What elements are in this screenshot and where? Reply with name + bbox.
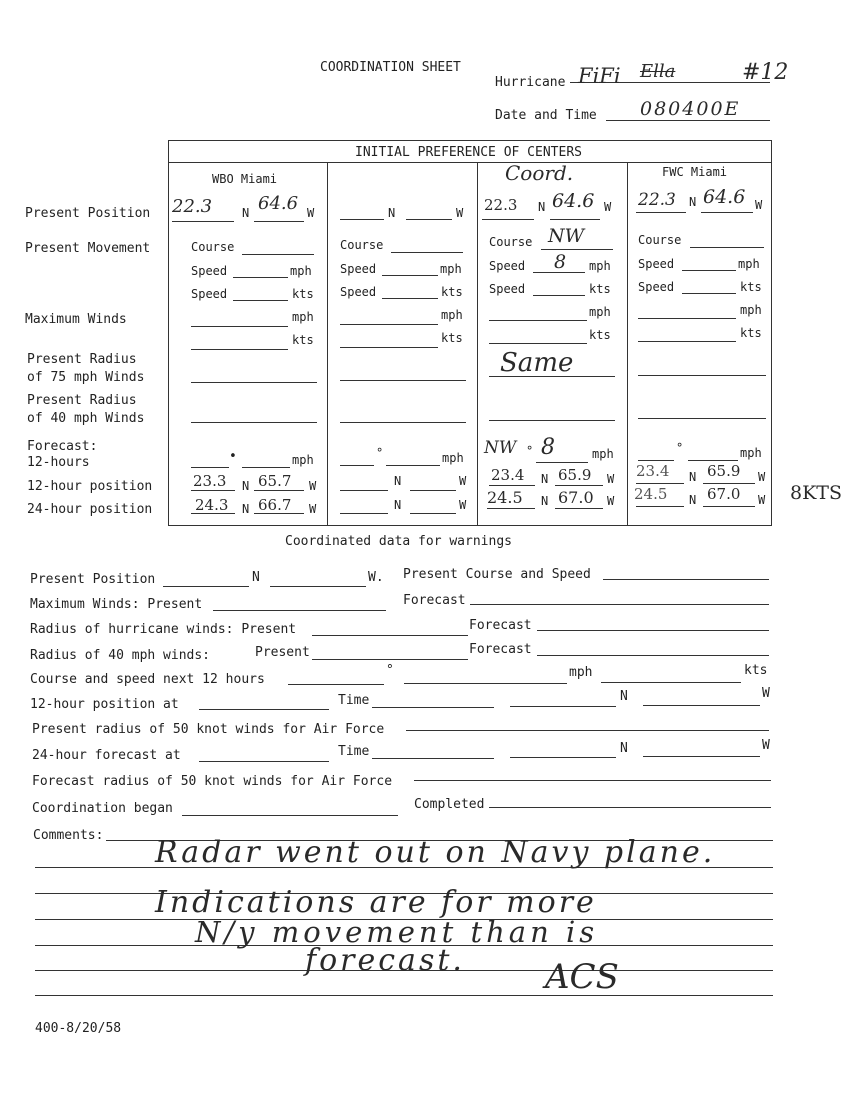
blank-line [537,630,769,631]
unit-kts: kts [292,287,314,301]
blank-line [690,247,764,248]
blank-line [638,341,736,342]
unit-kts: kts [744,663,768,678]
blank-line [191,422,317,423]
unit-mph: mph [738,257,760,271]
row-label-radius75-line1: Present Radius [27,352,137,367]
blank-line [199,761,329,762]
coord-12h-time-label: Time [338,693,370,708]
blank-line [406,730,769,731]
blank-line [382,298,438,299]
comment-line-3: N/y movement than is [195,915,599,949]
blank-line [386,465,440,466]
unit-kts: kts [441,331,463,345]
table-col-divider-1 [327,162,328,526]
coord-max-winds-label: Maximum Winds: Present [30,597,203,612]
unit-mph: mph [440,262,462,276]
coordination-began-label: Coordination began [32,801,173,816]
unit-n: N [538,200,546,214]
blank-line [533,295,585,296]
blank-line [213,610,386,611]
form-number: 400-8/20/58 [35,1021,122,1036]
unit-kts: kts [589,282,611,296]
unit-n: N [242,479,250,493]
coord-24h-forecast-label: 24-hour forecast at [32,748,181,763]
blank-line [470,604,769,605]
blank-line [643,756,760,757]
coord-radius-hurricane-forecast-label: Forecast [469,618,532,633]
unit-kts: kts [740,280,762,294]
hurricane-label: Hurricane [495,75,566,90]
blank-line [340,380,466,381]
coord-max-winds-forecast-label: Forecast [403,593,466,608]
blank-line [482,219,534,220]
f12-lat: 23.4 [636,462,670,480]
blank-line [382,275,438,276]
coord-radius-40-label: Radius of 40 mph winds: [30,648,211,663]
blank-line [340,422,466,423]
blank-line [638,375,766,376]
blank-line [550,219,600,220]
table-title-divider [168,162,772,163]
comments-line [35,995,773,996]
unit-mph: mph [589,259,611,273]
table-col-divider-3 [627,162,628,526]
col-header-coord: Coord. [505,161,574,185]
form-title: COORDINATION SHEET [320,60,461,75]
speed-label: Speed [191,264,228,278]
blank-line [410,490,456,491]
unit-w: W [762,686,770,701]
blank-line [410,513,456,514]
table-col-divider-2 [477,162,478,526]
unit-w: W [456,206,464,220]
degree-symbol: • [229,449,237,464]
row-label-forecast: Forecast: [27,439,98,454]
blank-line [340,219,384,220]
blank-line [638,418,766,419]
speed-label: Speed [340,285,377,299]
unit-w: W [758,493,766,507]
advisory-number: #12 [742,60,789,85]
unit-n: N [242,206,250,220]
course-label: Course [638,233,682,247]
row-label-present-position: Present Position [25,206,151,221]
radius75-value: Same [500,348,574,378]
speed-label: Speed [489,259,526,273]
position-lon: 64.6 [552,190,595,212]
blank-line [372,758,494,759]
blank-line [541,249,613,250]
table-title: INITIAL PREFERENCE OF CENTERS [355,145,582,160]
unit-n: N [394,498,402,512]
unit-n: N [252,570,260,585]
f12-lat: 23.4 [491,466,525,484]
course-label: Course [489,235,533,249]
col-header-wbo-miami: WBO Miami [212,172,278,186]
f24-lat: 24.3 [195,496,229,514]
blank-line [638,460,674,461]
coord-present-position-label: Present Position [30,572,156,587]
blank-line [489,343,587,344]
blank-line [489,807,771,808]
hurricane-struck-name: Ella [640,61,676,82]
position-lat: 22.3 [484,196,518,214]
blank-line [489,485,535,486]
row-label-maximum-winds: Maximum Winds [25,312,127,327]
blank-line [510,706,616,707]
blank-line [242,254,314,255]
unit-mph: mph [569,665,593,680]
unit-n: N [689,195,697,209]
blank-line [191,326,288,327]
blank-line [682,270,736,271]
unit-kts: kts [441,285,463,299]
blank-line [603,579,769,580]
blank-line [414,780,771,781]
unit-mph: mph [740,446,762,460]
coordinated-section-title: Coordinated data for warnings [285,534,512,549]
unit-w: W [755,198,763,212]
blank-line [340,490,388,491]
blank-line [199,709,329,710]
unit-n: N [394,474,402,488]
unit-w: W [309,479,317,493]
blank-line [254,221,304,222]
blank-line [406,219,452,220]
unit-w: W [607,472,615,486]
unit-n: N [620,741,628,756]
col-header-fwc-miami: FWC Miami [662,165,728,179]
blank-line [643,705,760,706]
unit-w: W [604,200,612,214]
unit-n: N [689,493,697,507]
unit-mph: mph [292,453,314,467]
initials-signature: ACS [545,957,619,997]
blank-line [487,508,535,509]
comments-label: Comments: [33,828,104,843]
blank-line [312,659,468,660]
unit-w: W [762,738,770,753]
f12-lon: 65.9 [558,466,592,484]
row-label-12h-position: 12-hour position [27,479,153,494]
comment-line-2: Indications are for more [155,885,597,920]
degree-symbol: ° [386,663,394,678]
position-lat: 22.3 [172,196,213,217]
row-label-forecast-12h: 12-hours [27,455,90,470]
coord-radius50-forecast-label: Forecast radius of 50 knot winds for Air Force [32,774,393,789]
blank-line [703,483,755,484]
unit-mph: mph [290,264,312,278]
blank-line [182,815,398,816]
speed-label: Speed [638,257,675,271]
speed-label: Speed [191,287,228,301]
blank-line [191,467,229,468]
row-label-radius40-line2: of 40 mph Winds [27,411,145,426]
blank-line [242,467,290,468]
f24-lon: 67.0 [707,485,741,503]
datetime-field-line [606,120,770,121]
f12-lon: 65.7 [258,472,292,490]
comment-line-1: Radar went out on Navy plane. [155,835,716,870]
speed-label: Speed [638,280,675,294]
blank-line [254,490,304,491]
blank-line [536,462,588,463]
blank-line [489,420,615,421]
course-value: NW [548,225,585,247]
f24-lon: 67.0 [558,488,594,507]
f12-lon: 65.9 [707,462,741,480]
coord-present-course-speed-label: Present Course and Speed [403,567,591,582]
blank-line [340,513,388,514]
hurricane-name: FiFi [578,64,621,88]
blank-line [537,655,769,656]
unit-n: N [242,502,250,516]
unit-w: W [758,470,766,484]
blank-line [636,212,686,213]
blank-line [172,221,234,222]
f24-lat: 24.5 [634,485,668,503]
unit-n: N [689,470,697,484]
unit-w: W. [368,570,384,585]
forecast-speed: 8 [541,435,555,460]
blank-line [270,586,366,587]
completed-label: Completed [414,797,485,812]
blank-line [191,382,317,383]
speed-label: Speed [489,282,526,296]
coord-radius-hurricane-label: Radius of hurricane winds: Present [30,622,297,637]
degree-symbol: ° [526,444,534,458]
row-label-present-movement: Present Movement [25,241,151,256]
course-label: Course [340,238,384,252]
comment-line-4: forecast. [305,943,465,978]
blank-line [555,508,603,509]
coord-12h-position-label: 12-hour position at [30,697,179,712]
blank-line [288,684,384,685]
blank-line [404,683,567,684]
blank-line [638,318,736,319]
unit-n: N [541,472,549,486]
unit-n: N [541,494,549,508]
f24-lon: 66.7 [258,496,292,514]
blank-line [391,252,463,253]
coord-radius50-present-label: Present radius of 50 knot winds for Air Force [32,722,385,737]
unit-w: W [459,474,467,488]
coord-radius-40-forecast-label: Forecast [469,642,532,657]
unit-w: W [309,502,317,516]
blank-line [682,293,736,294]
f12-lat: 23.3 [193,472,227,490]
blank-line [340,347,438,348]
position-lat: 22.3 [638,190,676,210]
unit-w: W [459,498,467,512]
blank-line [163,586,249,587]
blank-line [510,757,616,758]
coord-course-speed-12-label: Course and speed next 12 hours [30,672,265,687]
degree-symbol: ° [376,446,384,460]
blank-line [340,465,374,466]
blank-line [191,349,288,350]
blank-line [372,707,494,708]
blank-line [601,682,741,683]
blank-line [636,483,684,484]
unit-kts: kts [740,326,762,340]
blank-line [340,324,438,325]
blank-line [489,320,587,321]
blank-line [191,490,235,491]
position-lon: 64.6 [703,186,746,208]
position-lon: 64.6 [258,193,299,214]
unit-w: W [307,206,315,220]
datetime-label: Date and Time [495,108,597,123]
blank-line [636,506,684,507]
unit-mph: mph [442,451,464,465]
unit-mph: mph [592,447,614,461]
unit-mph: mph [740,303,762,317]
margin-note: 8KTS [790,482,842,504]
coord-24h-time-label: Time [338,744,370,759]
blank-line [233,277,288,278]
row-label-radius75-line2: of 75 mph Winds [27,370,145,385]
blank-line [555,485,603,486]
unit-n: N [388,206,396,220]
speed-value: 8 [554,251,567,273]
forecast-direction: NW [484,438,517,458]
blank-line [688,460,738,461]
unit-kts: kts [589,328,611,342]
unit-w: W [607,494,615,508]
unit-n: N [620,689,628,704]
blank-line [233,300,288,301]
unit-kts: kts [292,333,314,347]
unit-mph: mph [292,310,314,324]
course-label: Course [191,240,235,254]
f24-lat: 24.5 [487,488,523,507]
coord-radius-40-present-label: Present [255,645,310,660]
row-label-24h-position: 24-hour position [27,502,153,517]
degree-symbol: ° [676,441,684,455]
unit-mph: mph [441,308,463,322]
speed-label: Speed [340,262,377,276]
datetime-value: 080400E [640,98,741,120]
row-label-radius40-line1: Present Radius [27,393,137,408]
blank-line [701,212,753,213]
blank-line [703,506,755,507]
unit-mph: mph [589,305,611,319]
blank-line [312,635,468,636]
